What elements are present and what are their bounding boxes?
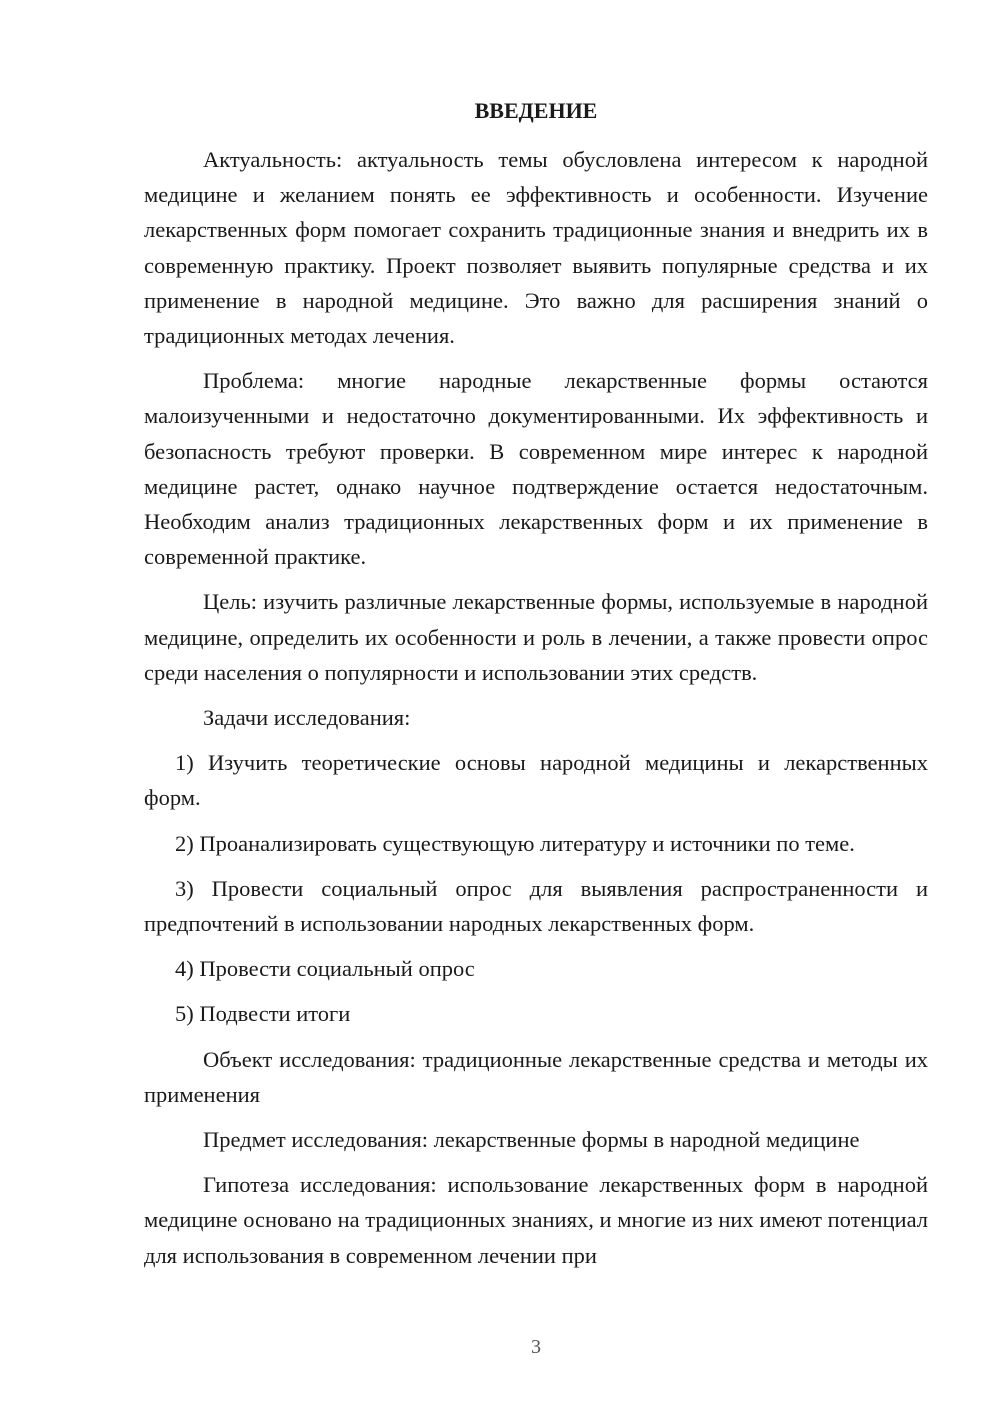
paragraph-problem: Проблема: многие народные лекарственные формы остаются малоизученными и недостаточно документированными. Их эффективность и безопасность требуют проверки. В современном мире интерес к народной медицине растет, однако научное подтверждение остается недостаточным. Необходим анализ традиционных лекарственных форм и их применение в современной практике. xyxy=(144,368,928,570)
body-text xyxy=(144,142,928,1283)
task-item-2: 2) Проанализировать существующую литературу и источники по теме. xyxy=(175,830,855,856)
paragraph-goal: Цель: изучить различные лекарственные формы, используемые в народной медицине, определить их особенности и роль в лечении, а также провести опрос среди населения о популярности и использовании этих средств. xyxy=(144,589,928,685)
paragraph-subject: Предмет исследования: лекарственные формы в народной медицине xyxy=(203,1127,860,1153)
task-item-5: 5) Подвести итоги xyxy=(175,1001,351,1027)
paragraph-hypothesis: Гипотеза исследования: использование лекарственных форм в народной медицине основано на традиционных знаниях, и многие из них имеют потенциал для использования в современном лечении при xyxy=(144,1172,928,1268)
task-item-4: 4) Провести социальный опрос xyxy=(175,956,475,982)
paragraph-relevance: Актуальность: актуальность темы обусловлена интересом к народной медицине и желанием понять ее эффективность и особенности. Изучение лекарственных форм помогает сохранить традиционные знания и внедрить их в современную практику. Проект позволяет выявить популярные средства и их применение в народной медицине. Это важно для расширения знаний о традиционных методах лечения. xyxy=(144,147,928,349)
task-item-3: 3) Провести социальный опрос для выявления распространенности и предпочтений в использовании народных лекарственных форм. xyxy=(144,875,928,937)
task-item-1: 1) Изучить теоретические основы народной медицины и лекарственных форм. xyxy=(144,750,928,811)
section-heading: ВВЕДЕНИЕ xyxy=(474,98,598,123)
page-number: 3 xyxy=(531,1336,541,1358)
paragraph-object: Объект исследования: традиционные лекарственные средства и методы их применения xyxy=(144,1046,928,1107)
paragraph-tasks-heading: Задачи исследования: xyxy=(203,705,411,731)
